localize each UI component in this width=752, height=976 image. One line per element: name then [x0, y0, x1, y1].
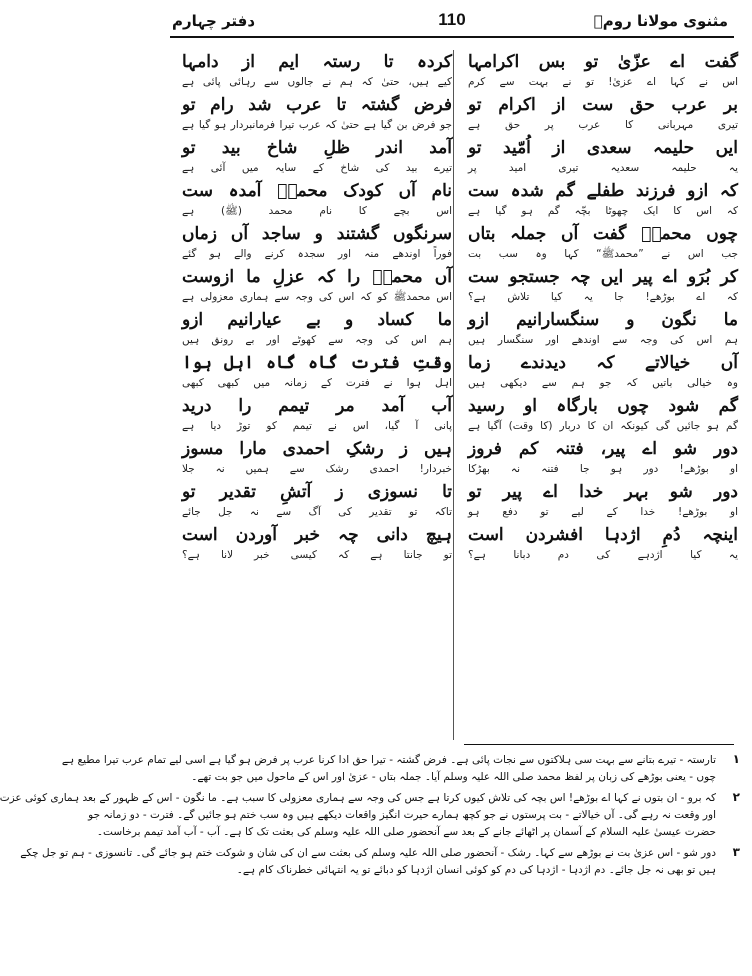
persian-verse: دور شو اے پیر، فتنہ کم فروز — [468, 439, 738, 459]
urdu-translation: کہ اے بوڑھے! جا یہ کیا تلاش ہے؟ — [468, 291, 738, 303]
urdu-translation: یہ حلیمہ سعدیہ تیری امید پر — [468, 162, 738, 174]
urdu-translation: تاکہ تو تقدیر کی آگ سے نہ جل جائے — [182, 506, 452, 518]
persian-verse: آں محمدؐ را کہ عزلِ ما ازوست — [182, 267, 452, 287]
footnote-marker: ۳ — [732, 845, 740, 859]
couplet — [182, 480, 452, 523]
footnote-line: کہ برو - ان بتوں نے کہا اے بوڑھے! اس بچہ کی تلاش کیوں کرتا ہے جس کی وجہ سے ہماری معزولی کا سبب ہے۔ ما نگون - اس کے ظہور کے بعد ہماری کوئی عزت — [0, 792, 716, 804]
footnote-line: اور وقعت نہ رہے گی۔ آں خیالاتے - بت پرستوں نے جو کچھ ہمارے حیرت انگیز واقعات دیکھے ہیں وہ سب ختم ہو جائیں گے۔ فترت - دو زمانہ جو — [88, 809, 716, 821]
page-number: 110 — [438, 10, 466, 29]
persian-verse: اینچہ دُمِ اژدہا افشردن است — [468, 525, 738, 545]
urdu-translation: تیری مہربانی کا عرب پر حق ہے — [468, 119, 738, 131]
footnote — [0, 790, 740, 841]
couplet — [182, 50, 452, 93]
couplet — [182, 222, 452, 265]
persian-verse: ہیچ دانی چہ خبر آوردن است — [182, 525, 452, 545]
couplet — [468, 480, 738, 523]
urdu-translation: فوراً اوندھے منہ اور سجدہ کرنے والے ہو گئے — [182, 248, 452, 260]
persian-verse: دور شو بہر خدا اے پیر تو — [468, 482, 738, 502]
footnote-line: ہیں تو بھی نہ جل جائے۔ دم اژدہا - اژدہا کی دم کو کوئی انسان اژدہا کو دبائے تو یہ انتہائی خطرناک کام ہے۔ — [236, 864, 716, 876]
footnote-rule — [464, 744, 734, 745]
persian-verse: سرنگوں گشتند و ساجد آں زماں — [182, 224, 452, 244]
persian-verse: ما کساد و بے عیارانیم ازو — [182, 310, 452, 330]
urdu-translation: اس بچے کا نام محمد (ﷺ) ہے — [182, 205, 452, 217]
couplet — [468, 351, 738, 394]
urdu-translation: تو جانتا ہے کہ کیسی خبر لانا ہے؟ — [182, 549, 452, 561]
couplet — [182, 136, 452, 179]
urdu-translation: اس محمدﷺ کو کہ اس کی وجہ سے ہماری معزولی ہے — [182, 291, 452, 303]
couplet — [468, 222, 738, 265]
urdu-translation: اس نے کہا اے عزیٰ! تو نے بہت سے کرم — [468, 76, 738, 88]
persian-verse: ہیں ز رشکِ احمدی مارا مسوز — [182, 439, 452, 459]
urdu-translation: اہل ہوا نے فترت کے زمانہ میں کبھی کبھی — [182, 377, 452, 389]
persian-verse: چوں محمدؐ گفت آں جملہ بتاں — [468, 224, 738, 244]
poem-column-right — [468, 50, 738, 740]
urdu-translation: خبردار! احمدی رشک سے ہمیں نہ جلا — [182, 463, 452, 475]
persian-verse: آمد اندر ظلِ شاخ بید تو — [182, 138, 452, 158]
urdu-translation: تیرے بید کی شاخ کے سایہ میں آئی ہے — [182, 162, 452, 174]
couplet — [468, 308, 738, 351]
urdu-translation: کیے ہیں، حتیٰ کہ ہم نے جالوں سے رہائی پائی ہے — [182, 76, 452, 88]
urdu-translation: یہ کیا اژدہے کی دم دبانا ہے؟ — [468, 549, 738, 561]
persian-verse: کہ ازو فرزند طفلے گم شدہ ست — [468, 181, 738, 201]
couplet — [182, 308, 452, 351]
couplet — [182, 265, 452, 308]
couplet — [468, 523, 738, 566]
book-title: مثنوی مولانا رومؒ — [593, 12, 728, 30]
footnote-line: چوں - یعنی بوڑھے کی زبان پر لفظ محمد صلی اللہ علیہ وسلم آیا۔ جملہ بتاں - عزیٰ اور اس کے ماحول میں جو بت تھے۔ — [191, 771, 716, 783]
persian-verse: وقتِ فترت گاہ گاہ اہل ہوا — [182, 353, 452, 373]
footnote — [61, 752, 740, 786]
page-header — [162, 6, 742, 40]
persian-verse: آں خیالاتے کہ دیدندے زما — [468, 353, 738, 373]
footnote-marker: ۲ — [732, 790, 740, 804]
urdu-translation: وہ خیالی باتیں کہ جو ہم سے دیکھی ہیں — [468, 377, 738, 389]
persian-verse: ایں حلیمہ سعدی از اُمّید تو — [468, 138, 738, 158]
urdu-translation: جب اس نے ”محمدﷺ“ کہا وہ سب بت — [468, 248, 738, 260]
persian-verse: بر عرب حق ست از اکرام تو — [468, 95, 738, 115]
footnote-line: دور شو - اس عزیٰ بت نے بوڑھے سے کہا۔ رشک - آنحضور صلی اللہ علیہ وسلم کی بعثت سے ان کی شان و شوکت ختم ہو جائے گی۔ تانسوزی - ہم تو جل چکے — [20, 847, 716, 859]
column-divider — [453, 50, 454, 740]
urdu-translation: پانی آ گیا، اس نے تیمم کو توڑ دیا ہے — [182, 420, 452, 432]
urdu-translation: ہم اس کی وجہ سے اوندھے اور سنگسار ہیں — [468, 334, 738, 346]
persian-verse: کر بُرَو اے پیر ایں چہ جستجو ست — [468, 267, 738, 287]
footnote-marker: ۱ — [732, 752, 740, 766]
urdu-translation: ہم اس کی وجہ سے کھوٹے اور بے رونق ہیں — [182, 334, 452, 346]
header-rule — [170, 36, 734, 38]
couplet — [182, 179, 452, 222]
persian-verse: کردہ تا رستہ ایم از دامہا — [182, 52, 452, 72]
poem-column-left — [182, 50, 452, 740]
volume-title: دفتر چہارم — [172, 12, 256, 30]
persian-verse: فرض گشتہ تا عرب شد رام تو — [182, 95, 452, 115]
urdu-translation: او بوڑھے! خدا کے لیے تو دفع ہو — [468, 506, 738, 518]
urdu-translation: او بوڑھے! دور ہو جا فتنہ نہ بھڑکا — [468, 463, 738, 475]
persian-verse: گم شود چوں بارگاہ او رسید — [468, 396, 738, 416]
urdu-translation: جو فرض بن گیا ہے حتیٰ کہ عرب تیرا فرمانبردار ہو گیا ہے — [182, 119, 452, 131]
persian-verse: نام آں کودک محمدؐ آمدہ ست — [182, 181, 452, 201]
couplet — [468, 50, 738, 93]
couplet — [182, 523, 452, 566]
couplet — [468, 136, 738, 179]
couplet — [182, 394, 452, 437]
footnote-line: حضرت عیسیٰ علیہ السلام کے آسمان پر اٹھائے جانے کے بعد سے آنحضور صلی اللہ علیہ وسلم کی بعثت تک کا ہے۔ آب - آب آمد تیمم برخاست۔ — [96, 826, 716, 838]
couplet — [468, 179, 738, 222]
couplet — [182, 437, 452, 480]
urdu-translation: کہ اس کا ایک چھوٹا بچّہ گم ہو گیا ہے — [468, 205, 738, 217]
persian-verse: آب آمد مر تیمم را درید — [182, 396, 452, 416]
couplet — [468, 265, 738, 308]
persian-verse: ما نگون و سنگسارانیم ازو — [468, 310, 738, 330]
couplet — [468, 437, 738, 480]
couplet — [182, 93, 452, 136]
footnote — [20, 845, 740, 879]
couplet — [182, 351, 452, 394]
urdu-translation: گم ہو جائیں گی کیونکہ ان کا دربار (کا وقت) آگیا ہے — [468, 420, 738, 432]
footnote-line: تارستہ - تیرے بتانے سے بہت سی ہلاکتوں سے نجات پائی ہے۔ فرض گشتہ - تیرا حق ادا کرنا عرب پر فرض ہو گیا ہے اسی لیے تمام عرب تیرا مطیع ہے — [61, 754, 716, 766]
couplet — [468, 93, 738, 136]
persian-verse: گفت اے عزّیٰ تو بس اکرامہا — [468, 52, 738, 72]
persian-verse: تا نسوزی ز آتشِ تقدیر تو — [182, 482, 452, 502]
footnotes — [0, 752, 740, 883]
couplet — [468, 394, 738, 437]
